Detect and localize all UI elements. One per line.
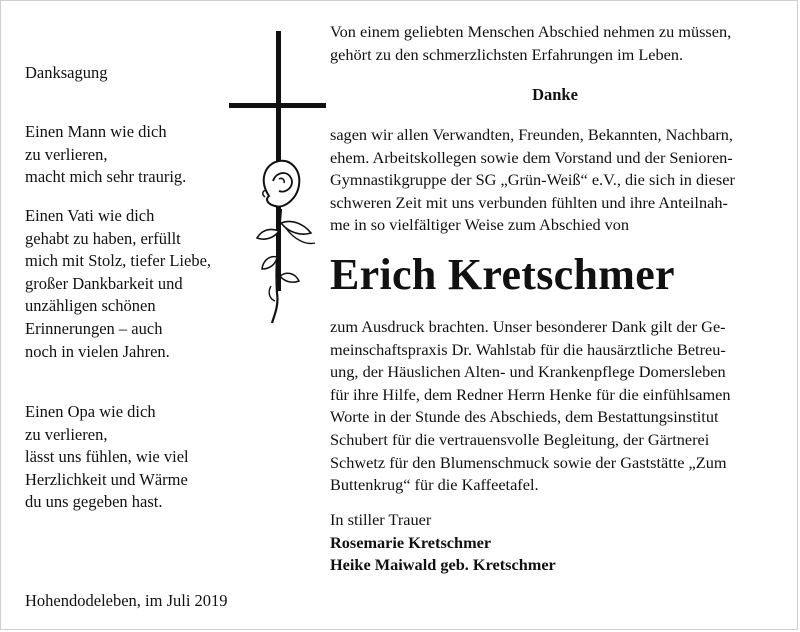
poem-line: Einen Opa wie dich bbox=[25, 402, 156, 421]
poem-stanza bbox=[25, 205, 211, 363]
intro-paragraph bbox=[330, 21, 731, 66]
text-line: zum Ausdruck brachten. Unser besonderer Dank gilt der Ge- bbox=[330, 317, 726, 336]
poem-line: zu verlieren, bbox=[25, 424, 108, 444]
poem-line: Einen Vati wie dich bbox=[25, 206, 155, 225]
text-line: meinschaftspraxis Dr. Wahlstab für die hausärztliche Betreu- bbox=[330, 339, 726, 359]
poem-line: noch in vielen Jahren. bbox=[25, 341, 170, 361]
mourning-line: In stiller Trauer bbox=[330, 510, 432, 529]
poem-line: zu verlieren, bbox=[25, 144, 108, 164]
text-line: Schwetz für den Blumenschmuck sowie der Gaststätte „Zum bbox=[330, 452, 727, 472]
text-line: Schubert für die vertrauensvolle Begleitung, der Gärtnerei bbox=[330, 429, 710, 449]
text-line: Gymnastikgruppe der SG „Grün-Weiß“ e.V., die sich in dieser bbox=[330, 170, 735, 190]
poem-line: großer Dankbarkeit und bbox=[25, 273, 183, 293]
poem-line: Einen Mann wie dich bbox=[25, 122, 167, 141]
rose-icon bbox=[257, 161, 315, 323]
signature-block bbox=[330, 509, 556, 577]
text-line: Buttenkrug“ für die Kaffeetafel. bbox=[330, 475, 539, 495]
text-line: ung, der Häuslichen Alten- und Krankenpflege Domersleben bbox=[330, 362, 726, 382]
danke-heading: Danke bbox=[532, 85, 578, 104]
cross-icon bbox=[229, 31, 329, 331]
text-line: Worte in der Stunde des Abschieds, dem Bestattungsinstitut bbox=[330, 407, 719, 427]
poem-line: Herzlichkeit und Wärme bbox=[25, 469, 188, 489]
deceased-name: Erich Kretschmer bbox=[330, 250, 675, 299]
signer-name: Rosemarie Kretschmer bbox=[330, 532, 492, 552]
place-date: Hohendodeleben, im Juli 2019 bbox=[25, 591, 228, 610]
signer-name: Heike Maiwald geb. Kretschmer bbox=[330, 555, 556, 575]
thanks-paragraph bbox=[330, 124, 735, 237]
poem-stanza bbox=[25, 401, 189, 514]
text-line: me in so vielfältiger Weise zum Abschied von bbox=[330, 215, 630, 235]
acknowledgement-paragraph bbox=[330, 316, 731, 497]
text-line: gehört zu den schmerzlichsten Erfahrungen im Leben. bbox=[330, 44, 684, 64]
poem-line: Erinnerungen – auch bbox=[25, 318, 163, 338]
text-line: sagen wir allen Verwandten, Freunden, Bekannten, Nachbarn, bbox=[330, 125, 733, 144]
text-line: für ihre Hilfe, dem Redner Herrn Henke für die einfühlsamen bbox=[330, 384, 731, 404]
poem-line: du uns gegeben hast. bbox=[25, 492, 163, 512]
poem-line: gehabt zu haben, erfüllt bbox=[25, 228, 181, 248]
poem-line: macht mich sehr traurig. bbox=[25, 167, 187, 187]
text-line: ehem. Arbeitskollegen sowie dem Vorstand und der Senioren- bbox=[330, 147, 733, 167]
poem-line: lässt uns fühlen, wie viel bbox=[25, 447, 189, 467]
poem-line: mich mit Stolz, tiefer Liebe, bbox=[25, 251, 212, 271]
text-line: Von einem geliebten Menschen Abschied nehmen zu müssen, bbox=[330, 22, 732, 41]
poem-line: unzähligen schönen bbox=[25, 296, 156, 316]
poem-stanza bbox=[25, 121, 186, 189]
text-line: schweren Zeit mit uns verbunden fühlten und ihre Anteilnah- bbox=[330, 192, 728, 212]
notice-heading: Danksagung bbox=[25, 63, 108, 82]
